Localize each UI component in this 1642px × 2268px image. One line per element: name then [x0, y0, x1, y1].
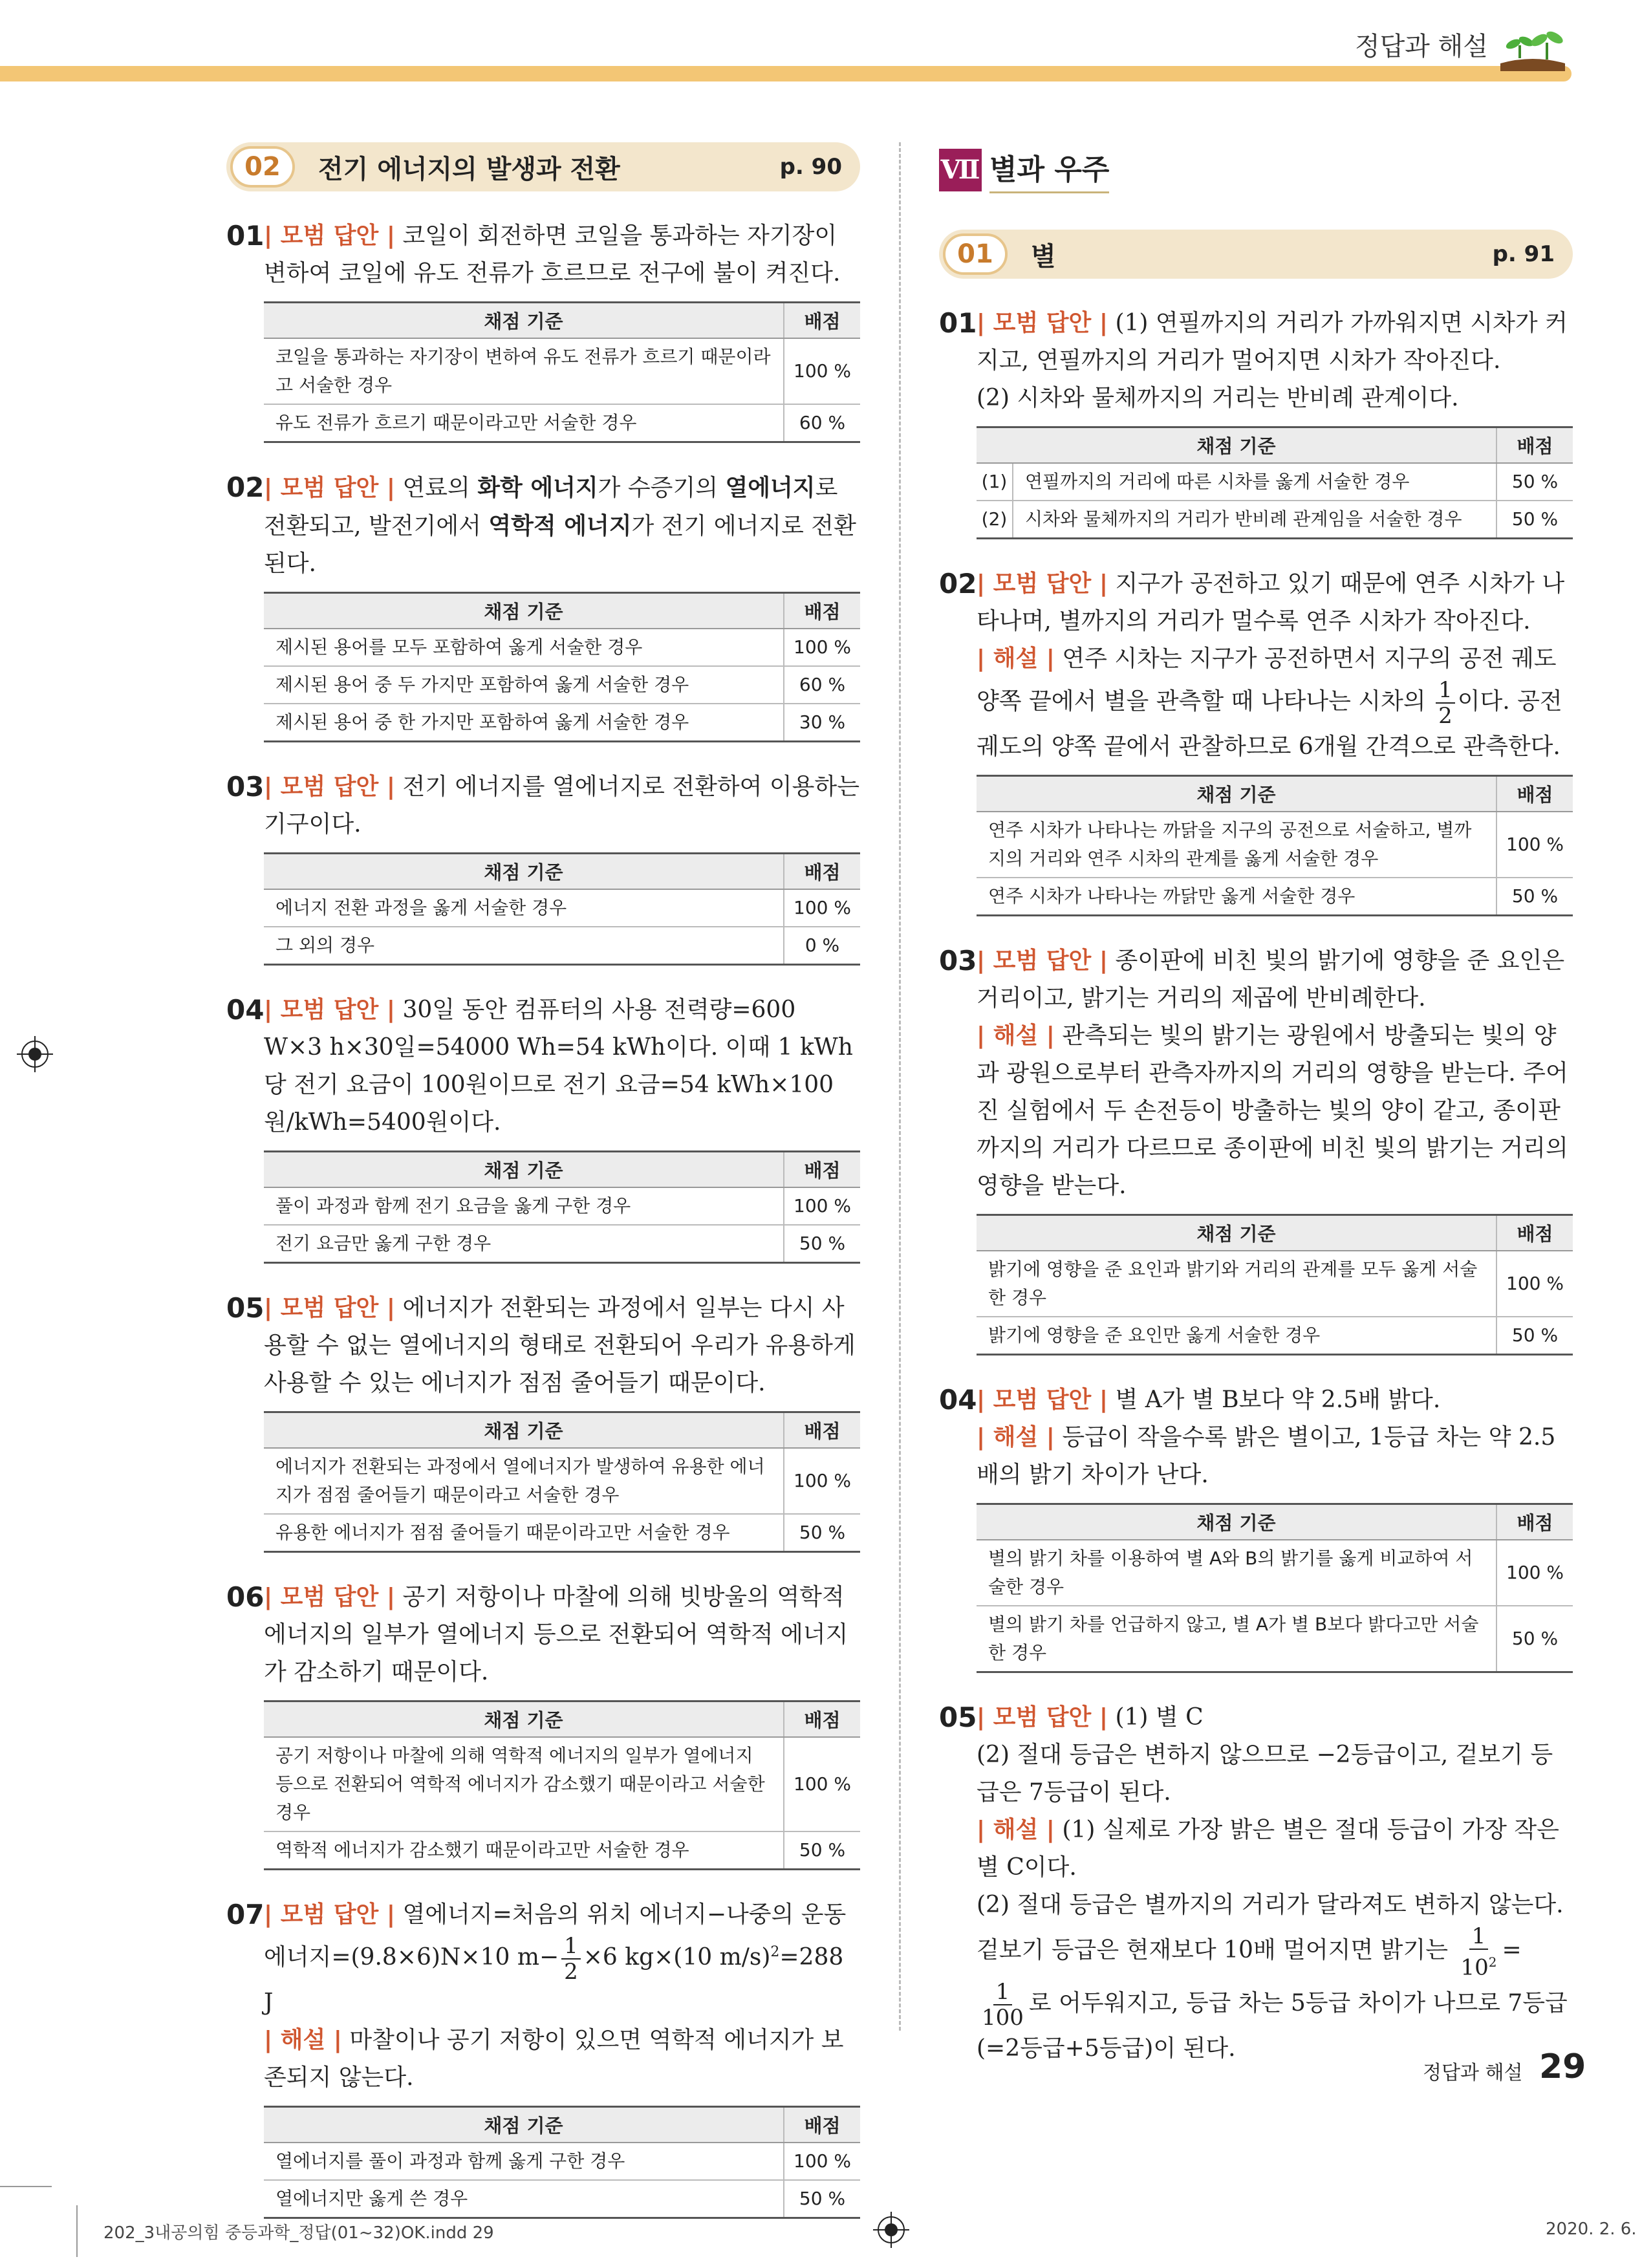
model-answer-label: | 모범 답안 |	[977, 310, 1108, 336]
criteria-header: 채점 기준	[264, 1152, 784, 1188]
section-page: p. 91	[1492, 241, 1555, 267]
points-cell: 50 %	[1496, 463, 1573, 501]
question-number: 05	[939, 1701, 977, 1733]
points-cell: 50 %	[784, 1831, 860, 1870]
crop-mark	[76, 2205, 78, 2257]
question-03	[939, 942, 1573, 1205]
answer-text: 가 수증기의	[598, 475, 726, 501]
section-number: 02	[230, 146, 295, 188]
criteria-header: 채점 기준	[264, 1701, 784, 1738]
answer-text: 공기 저항이나 마찰에 의해 빗방울의 역학적 에너지의 일부가 열에너지 등으로 전환되어 역학적 에너지가 감소하기 때문이다.	[264, 1584, 848, 1685]
points-cell: 100 %	[784, 629, 860, 666]
question-01	[939, 305, 1573, 417]
answer-text: =288 J	[264, 1944, 844, 2016]
points-cell: 100 %	[784, 1187, 860, 1225]
points-cell: 30 %	[784, 704, 860, 742]
fraction: $\frac{1}{100}$	[982, 1979, 1024, 2031]
section-number: 01	[943, 233, 1008, 275]
criteria-cell: 전기 요금만 옳게 구한 경우	[264, 1225, 784, 1263]
question-number: 04	[939, 1384, 977, 1416]
criteria-cell: 밝기에 영향을 준 요인만 옳게 서술한 경우	[977, 1317, 1496, 1355]
exponent: 2	[770, 1944, 780, 1960]
question-number: 07	[226, 1899, 265, 1930]
answer-text: 지구가 공전하고 있기 때문에 연주 시차가 나타나며, 별까지의 거리가 멀수록 연주 시차가 작아진다.	[977, 570, 1565, 634]
section-header	[226, 142, 860, 191]
file-info: 202_3내공의힘 중등과학_정답(01~32)OK.indd 29	[103, 2223, 494, 2243]
model-answer-label: | 모범 답안 |	[264, 1901, 396, 1928]
points-header: 배점	[1496, 427, 1573, 464]
answer-text: (1) 연필까지의 거리가 가까워지면 시차가 커지고, 연필까지의 거리가 멀어지면 시차가 작아진다.	[977, 310, 1568, 374]
model-answer-label: | 모범 답안 |	[264, 997, 396, 1023]
fraction: $\frac{1}{2}$	[1436, 678, 1455, 728]
equals-sign: =	[1502, 1937, 1522, 1964]
points-header: 배점	[1496, 776, 1573, 812]
section-header	[939, 230, 1573, 279]
criteria-cell: 에너지가 전환되는 과정에서 열에너지가 발생하여 유용한 에너지가 점점 줄어들기 때문이라고 서술한 경우	[264, 1448, 784, 1514]
explanation-text: (2) 절대 등급은 별까지의 거리가 달라져도 변하지 않는다. 겉보기 등급은 현재보다 10배 멀어지면 밝기는	[977, 1892, 1564, 1964]
explanation-text: (1) 실제로 가장 밝은 별은 절대 등급이 가장 작은 별 C이다.	[977, 1817, 1559, 1881]
crop-mark	[0, 2186, 52, 2187]
criteria-cell: 제시된 용어 중 두 가지만 포함하여 옳게 서술한 경우	[264, 666, 784, 704]
criteria-cell: 제시된 용어를 모두 포함하여 옳게 서술한 경우	[264, 629, 784, 666]
section-page: p. 90	[779, 154, 842, 180]
points-cell: 100 %	[1496, 812, 1573, 878]
scoring-table	[264, 301, 860, 443]
answer-text: 코일이 회전하면 코일을 통과하는 자기장이 변하여 코일에 유도 전류가 흐르므로 전구에 불이 켜진다.	[264, 222, 841, 286]
column-divider	[899, 142, 901, 2031]
chapter-title: 별과 우주	[989, 146, 1109, 193]
question-02	[939, 565, 1573, 766]
question-number: 03	[226, 771, 265, 803]
model-answer-label: | 모범 답안 |	[264, 773, 396, 800]
points-header: 배점	[784, 303, 860, 339]
question-05	[226, 1290, 860, 1402]
model-answer-label: | 모범 답안 |	[264, 475, 396, 501]
answer-text: (1) 별 C	[1115, 1704, 1204, 1731]
chapter-header	[939, 146, 1573, 193]
keyword: 열에너지	[725, 474, 816, 501]
points-header: 배점	[784, 1701, 860, 1738]
points-cell: 60 %	[784, 404, 860, 442]
scoring-table	[977, 1214, 1573, 1355]
keyword: 화학 에너지	[477, 474, 598, 501]
points-cell: 100 %	[784, 2143, 860, 2180]
registration-mark-icon	[873, 2212, 909, 2248]
points-cell: 0 %	[784, 927, 860, 965]
answer-text: ×6 kg×(10 m/s)	[583, 1944, 771, 1971]
question-number: 01	[939, 307, 977, 339]
scoring-table	[264, 1411, 860, 1553]
criteria-header: 채점 기준	[264, 303, 784, 339]
points-cell: 100 %	[1496, 1540, 1573, 1606]
criteria-cell: 에너지 전환 과정을 옳게 서술한 경우	[264, 889, 784, 927]
scoring-table	[977, 775, 1573, 916]
points-cell: 50 %	[784, 1514, 860, 1552]
left-column	[226, 142, 860, 2245]
explanation-label: | 해설 |	[977, 645, 1055, 672]
points-header: 배점	[784, 2107, 860, 2143]
scoring-table	[977, 1503, 1573, 1673]
criteria-cell: 밝기에 영향을 준 요인과 밝기와 거리의 관계를 모두 옳게 서술한 경우	[977, 1251, 1496, 1317]
explanation-label: | 해설 |	[264, 2027, 342, 2053]
explanation-label: | 해설 |	[977, 1424, 1055, 1451]
criteria-cell: 코일을 통과하는 자기장이 변하여 유도 전류가 흐르기 때문이라고 서술한 경우	[264, 338, 784, 404]
explanation-label: | 해설 |	[977, 1022, 1055, 1049]
model-answer-label: | 모범 답안 |	[977, 570, 1108, 597]
question-number: 01	[226, 220, 265, 252]
criteria-header: 채점 기준	[977, 776, 1496, 812]
criteria-header: 채점 기준	[264, 1412, 784, 1449]
question-04	[939, 1381, 1573, 1494]
points-cell: 50 %	[1496, 878, 1573, 916]
points-cell: 100 %	[1496, 1251, 1573, 1317]
header-title: 정답과 해설	[1355, 32, 1488, 61]
points-cell: 50 %	[1496, 1317, 1573, 1355]
answer-text: 종이판에 비친 빛의 밝기에 영향을 준 요인은 거리이고, 밝기는 거리의 제곱에 반비례한다.	[977, 947, 1565, 1011]
criteria-cell: 공기 저항이나 마찰에 의해 역학적 에너지의 일부가 열에너지 등으로 전환되어 역학적 에너지가 감소했기 때문이라고 서술한 경우	[264, 1737, 784, 1831]
scoring-table	[264, 852, 860, 966]
points-cell: 100 %	[784, 889, 860, 927]
answer-text: 로 전환되고, 발전기에서	[264, 475, 838, 539]
answer-text: 열에너지=처음의 위치 에너지−나중의 운동 에너지=(9.8×6)N×10 m−	[264, 1901, 847, 1971]
section-title: 전기 에너지의 발생과 전환	[318, 154, 620, 184]
points-header: 배점	[1496, 1504, 1573, 1540]
row-number: (1)	[977, 463, 1013, 501]
scoring-table	[264, 1700, 860, 1870]
criteria-header: 채점 기준	[264, 854, 784, 890]
explanation-text: 관측되는 빛의 밝기는 광원에서 방출되는 빛의 양과 광원으로부터 관측자까지의 거리의 영향을 받는다. 주어진 실험에서 두 손전등이 방출하는 빛의 양이 같고, 종이판까지의 거리가 다르므로 종이판에 비친 빛의 밝기는 거리의 영향을 받는다.	[977, 1022, 1568, 1199]
section-title: 별	[1031, 241, 1056, 272]
answer-text: (2) 절대 등급은 변하지 않으므로 −2등급이고, 겉보기 등급은 7등급이 된다.	[977, 1742, 1553, 1806]
criteria-cell: 연필까지의 거리에 따른 시차를 옳게 서술한 경우	[1013, 463, 1496, 501]
explanation-label: | 해설 |	[977, 1817, 1055, 1843]
question-03	[226, 768, 860, 843]
criteria-cell: 제시된 용어 중 한 가지만 포함하여 옳게 서술한 경우	[264, 704, 784, 742]
question-number: 02	[939, 568, 977, 599]
criteria-header: 채점 기준	[264, 2107, 784, 2143]
criteria-cell: 연주 시차가 나타나는 까닭만 옳게 서술한 경우	[977, 878, 1496, 916]
criteria-cell: 풀이 과정과 함께 전기 요금을 옳게 구한 경우	[264, 1187, 784, 1225]
keyword: 역학적 에너지	[488, 512, 632, 539]
points-header: 배점	[784, 1152, 860, 1188]
explanation-text: 등급이 작을수록 밝은 별이고, 1등급 차는 약 2.5배의 밝기 차이가 난다.	[977, 1424, 1556, 1488]
criteria-header: 채점 기준	[977, 1504, 1496, 1540]
model-answer-label: | 모범 답안 |	[977, 947, 1108, 974]
question-02	[226, 469, 860, 583]
model-answer-label: | 모범 답안 |	[264, 222, 396, 249]
points-header: 배점	[784, 854, 860, 890]
model-answer-label: | 모범 답안 |	[977, 1387, 1108, 1413]
header-bar	[0, 66, 1572, 81]
fraction: $\frac{1}{2}$	[561, 1934, 581, 1984]
points-cell: 100 %	[784, 338, 860, 404]
model-answer-label: | 모범 답안 |	[264, 1295, 396, 1321]
explanation-text: 이다. 공전 궤도의 양쪽 끝에서 관찰하므로 6개월 간격으로 관측한다.	[977, 688, 1562, 760]
points-cell: 100 %	[784, 1737, 860, 1831]
answer-text: 별 A가 별 B보다 약 2.5배 밝다.	[1115, 1387, 1441, 1413]
right-column	[939, 142, 1573, 2077]
criteria-cell: 연주 시차가 나타나는 까닭을 지구의 공전으로 서술하고, 별까지의 거리와 연주 시차의 관계를 옳게 서술한 경우	[977, 812, 1496, 878]
row-number: (2)	[977, 501, 1013, 539]
question-number: 06	[226, 1581, 265, 1613]
page-number: 29	[1539, 2047, 1586, 2086]
answer-text: 연료의	[402, 475, 478, 501]
fraction-denominator: $10^2$	[1460, 1954, 1497, 1981]
scoring-table	[264, 2106, 860, 2219]
question-number: 04	[226, 994, 265, 1026]
footer-label: 정답과 해설	[1423, 2062, 1523, 2084]
model-answer-label: | 모범 답안 |	[264, 1584, 396, 1610]
criteria-header: 채점 기준	[977, 427, 1496, 464]
sprout-icon	[1494, 26, 1572, 71]
print-date: 2020. 2. 6.	[1546, 2219, 1637, 2239]
question-number: 03	[939, 945, 977, 977]
question-06	[226, 1579, 860, 1691]
criteria-cell: 별의 밝기 차를 언급하지 않고, 별 A가 별 B보다 밝다고만 서술한 경우	[977, 1606, 1496, 1672]
answer-text: 에너지가 전환되는 과정에서 일부는 다시 사용할 수 없는 열에너지의 형태로 전환되어 우리가 유용하게 사용할 수 있는 에너지가 점점 줄어들기 때문이다.	[264, 1295, 856, 1396]
criteria-cell: 시차와 물체까지의 거리가 반비례 관계임을 서술한 경우	[1013, 501, 1496, 539]
criteria-cell: 열에너지를 풀이 과정과 함께 옳게 구한 경우	[264, 2143, 784, 2180]
question-number: 02	[226, 471, 265, 503]
explanation-text: 로 어두워지고, 등급 차는 5등급 차이가 나므로 7등급(=2등급+5등급)이 된다.	[977, 1990, 1568, 2062]
answer-text: 가 전기 에너지로 전환된다.	[264, 513, 856, 577]
explanation-text: 마찰이나 공기 저항이 있으면 역학적 에너지가 보존되지 않는다.	[264, 2027, 844, 2091]
criteria-header: 채점 기준	[264, 593, 784, 629]
criteria-cell: 유도 전류가 흐르기 때문이라고만 서술한 경우	[264, 404, 784, 442]
points-header: 배점	[784, 1412, 860, 1449]
registration-mark-icon	[17, 1036, 53, 1072]
chapter-number: Ⅶ	[939, 149, 982, 191]
points-cell: 50 %	[1496, 501, 1573, 539]
question-04	[226, 991, 860, 1141]
criteria-cell: 그 외의 경우	[264, 927, 784, 965]
scoring-table	[264, 1150, 860, 1264]
answer-text: 30일 동안 컴퓨터의 사용 전력량=600 W×3 h×30일=54000 Wh=54 kWh이다. 이때 1 kWh당 전기 요금이 100원이므로 전기 요금=54 kWh×100원/kWh=5400원이다.	[264, 997, 853, 1136]
question-05	[939, 1699, 1573, 2068]
points-cell: 60 %	[784, 666, 860, 704]
answer-text: (2) 시차와 물체까지의 거리는 반비례 관계이다.	[977, 385, 1459, 411]
question-07	[226, 1896, 860, 2097]
criteria-cell: 유용한 에너지가 점점 줄어들기 때문이라고만 서술한 경우	[264, 1514, 784, 1552]
explanation	[226, 2022, 860, 2097]
points-cell: 50 %	[784, 1225, 860, 1263]
criteria-cell: 별의 밝기 차를 이용하여 별 A와 B의 밝기를 옳게 비교하여 서술한 경우	[977, 1540, 1496, 1606]
criteria-cell: 열에너지만 옳게 쓴 경우	[264, 2180, 784, 2218]
model-answer-label: | 모범 답안 |	[977, 1704, 1108, 1731]
points-cell: 100 %	[784, 1448, 860, 1514]
points-header: 배점	[1496, 1215, 1573, 1251]
criteria-cell: 역학적 에너지가 감소했기 때문이라고만 서술한 경우	[264, 1831, 784, 1870]
criteria-header: 채점 기준	[977, 1215, 1496, 1251]
points-header: 배점	[784, 593, 860, 629]
answer-text: 전기 에너지를 열에너지로 전환하여 이용하는 기구이다.	[264, 773, 859, 837]
fraction: $\frac{1}{10^2}$	[1458, 1924, 1499, 1980]
scoring-table	[977, 426, 1573, 539]
points-cell: 50 %	[1496, 1606, 1573, 1672]
explanation-text: 연주 시차는 지구가 공전하면서 지구의 공전 궤도 양쪽 끝에서 별을 관측할 때 나타나는 시차의	[977, 645, 1557, 715]
points-cell: 50 %	[784, 2180, 860, 2218]
question-number: 05	[226, 1292, 265, 1324]
question-01	[226, 217, 860, 292]
scoring-table	[264, 592, 860, 742]
